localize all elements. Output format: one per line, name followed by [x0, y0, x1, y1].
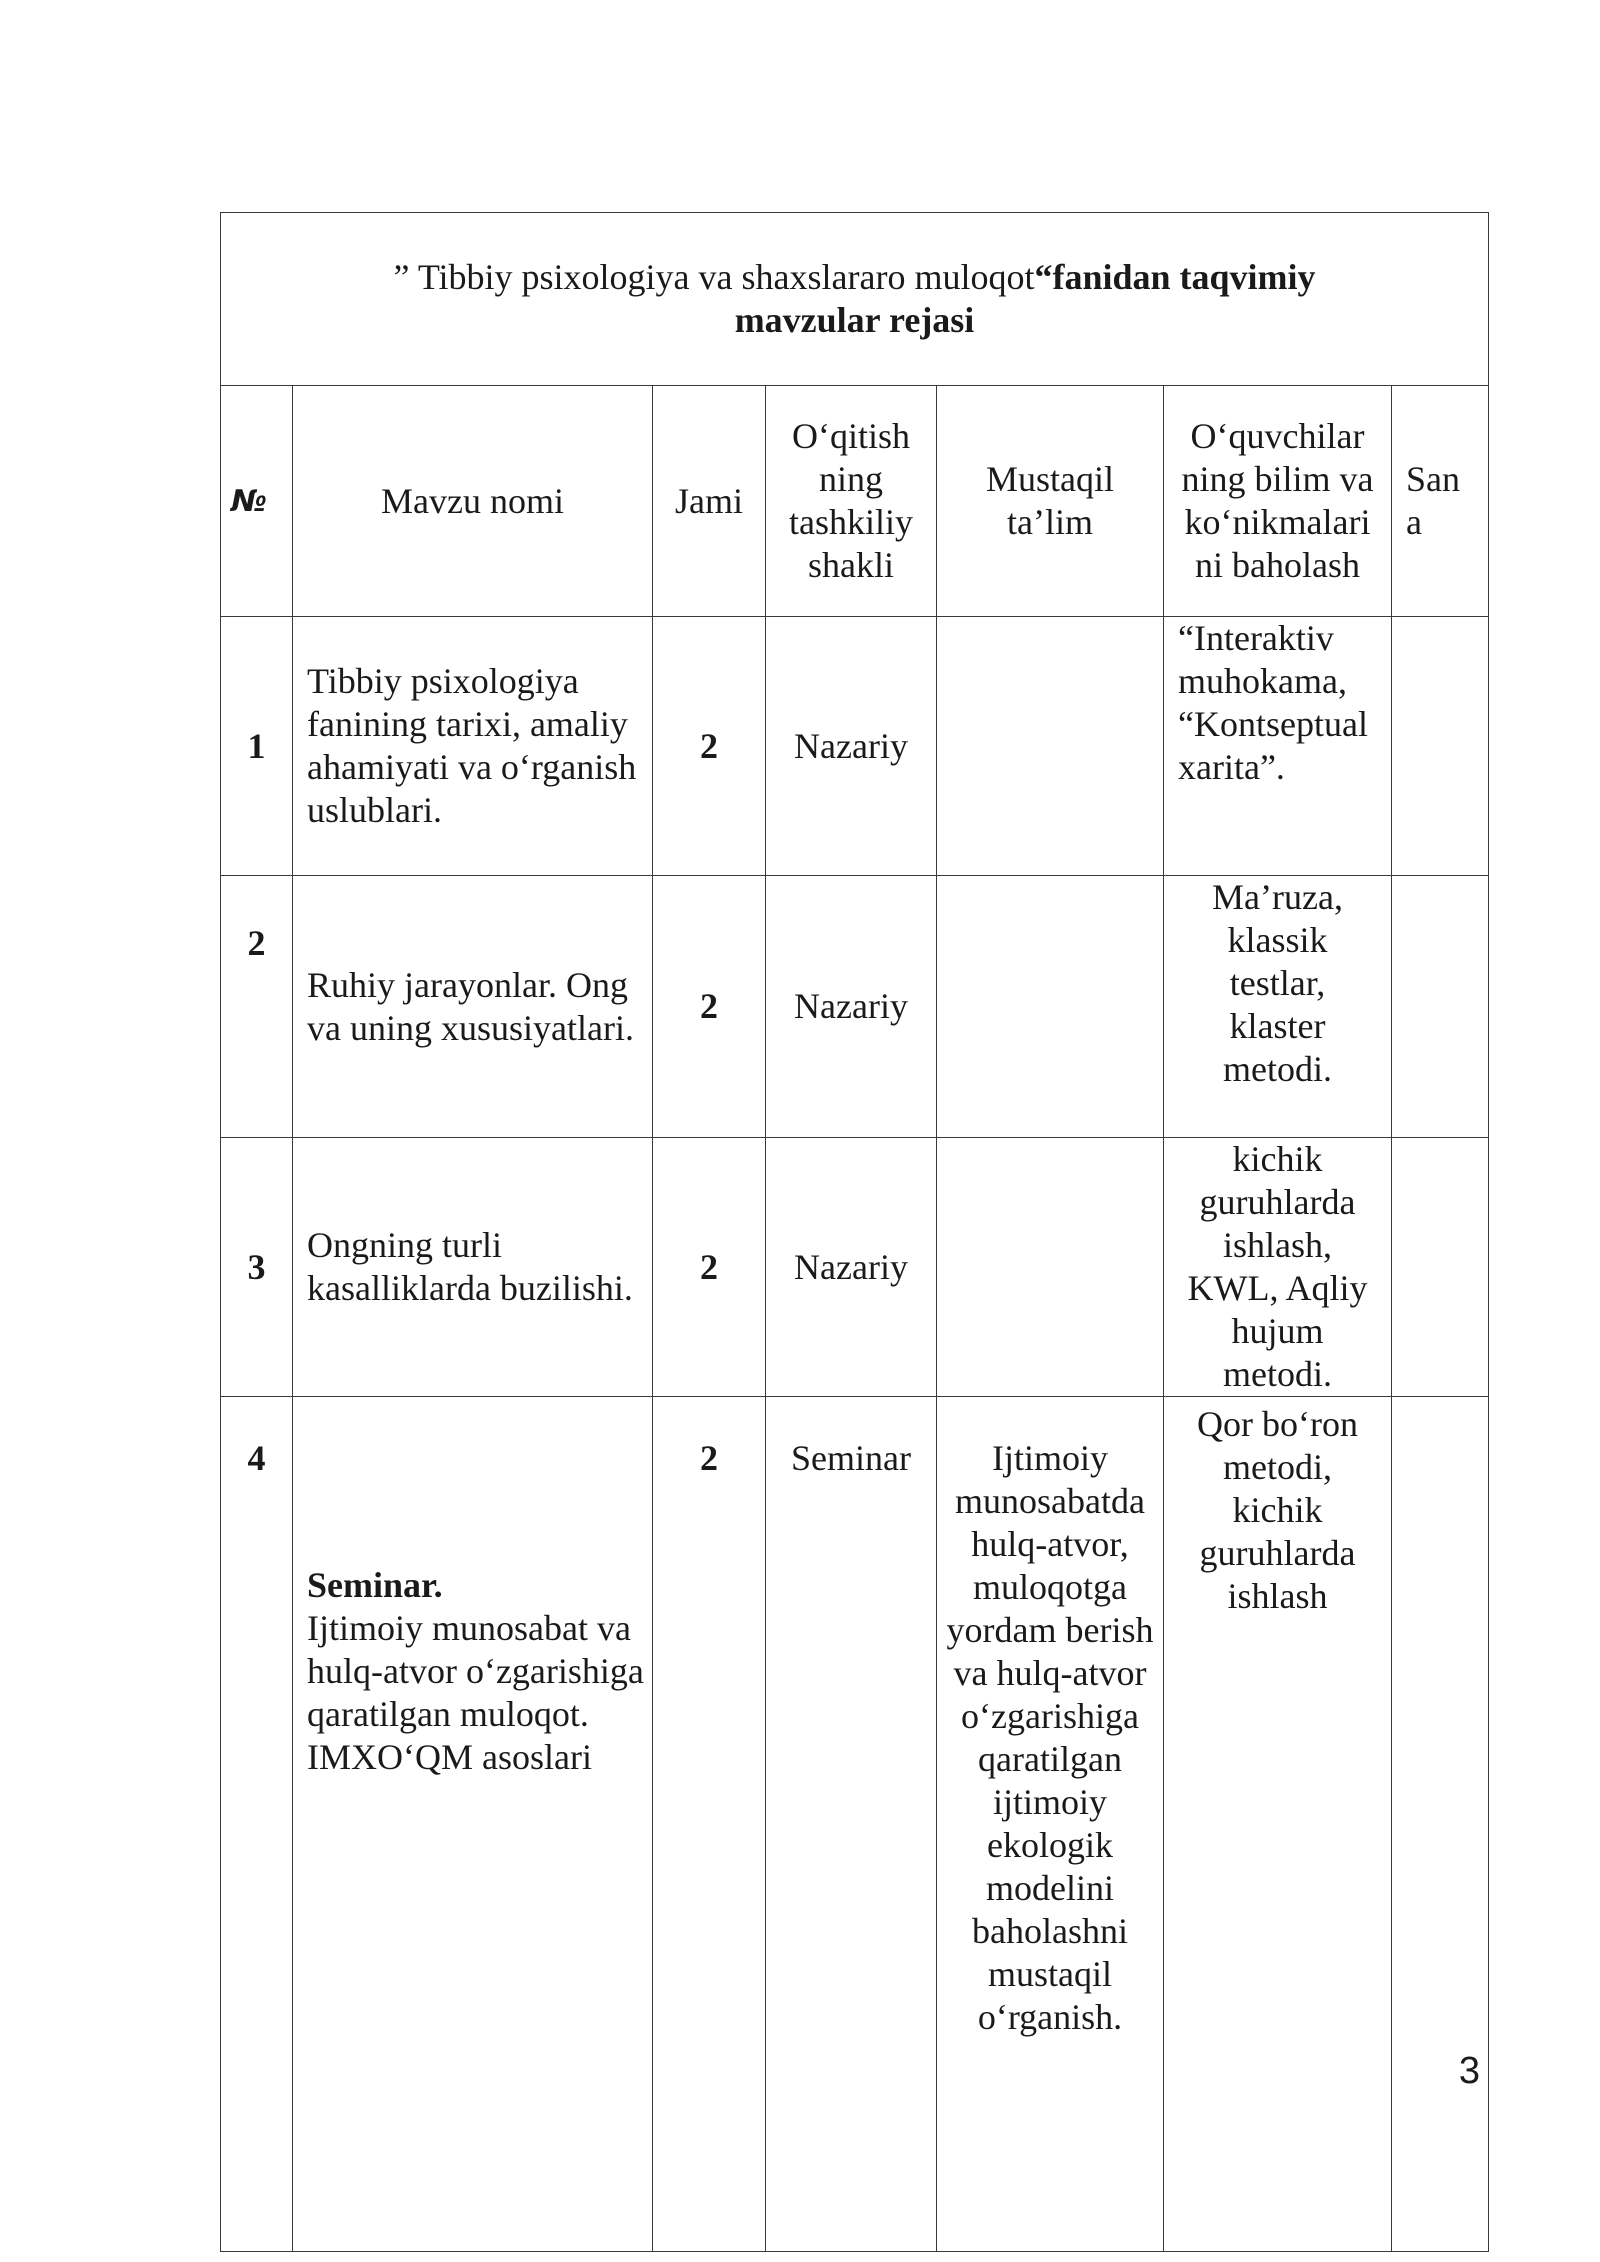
- row-date: [1392, 1138, 1489, 1397]
- row-assessment: “Interaktiv muhokama, “Kontseptual xarita”.: [1164, 617, 1392, 876]
- row-date: [1392, 617, 1489, 876]
- title-line2: mavzular rejasi: [734, 300, 975, 340]
- row-total: 2: [653, 1138, 766, 1397]
- header-form: O‘qitish ning tashkiliy shakli: [766, 386, 937, 617]
- header-topic: Mavzu nomi: [293, 386, 653, 617]
- row-topic-text: Ijtimoiy munosabat va hulq-atvor o‘zgarishiga qaratilgan muloqot. IMXO‘QM asoslari: [307, 1608, 644, 1777]
- row-number: 2: [221, 876, 293, 1138]
- row-form: Nazariy: [766, 876, 937, 1138]
- row-topic: Tibbiy psixologiya fanining tarixi, amaliy ahamiyati va o‘rganish uslublari.: [293, 617, 653, 876]
- row-independent: [937, 876, 1164, 1138]
- row-topic-bold: Seminar.: [307, 1565, 443, 1605]
- row-date: [1392, 1397, 1489, 2252]
- row-form: Seminar: [766, 1397, 937, 2252]
- calendar-plan-table: [220, 212, 1489, 2252]
- row-independent: [937, 1138, 1164, 1397]
- table-title: [221, 256, 1488, 342]
- title-part2: “fanidan taqvimiy: [1034, 257, 1316, 297]
- table-row: [221, 1138, 1489, 1397]
- row-date: [1392, 876, 1489, 1138]
- row-independent: Ijtimoiy munosabatda hulq-atvor, muloqotga yordam berish va hulq-atvor o‘zgarishiga qaratilgan ijtimoiy ekologik modelini baholashni mustaqil o‘rganish.: [937, 1397, 1164, 2252]
- header-total: Jami: [653, 386, 766, 617]
- title-row: [221, 213, 1489, 386]
- row-form: Nazariy: [766, 1138, 937, 1397]
- row-assessment: kichik guruhlarda ishlash, KWL, Aqliy hujum metodi.: [1164, 1138, 1392, 1397]
- row-topic: Ongning turli kasalliklarda buzilishi.: [293, 1138, 653, 1397]
- row-number: 4: [221, 1397, 293, 2252]
- table-row: [221, 1397, 1489, 2252]
- header-independent: Mustaqil ta’lim: [937, 386, 1164, 617]
- row-assessment: Ma’ruza, klassik testlar, klaster metodi.: [1164, 876, 1392, 1138]
- header-number: №: [221, 386, 293, 617]
- table-row: [221, 617, 1489, 876]
- row-number: 1: [221, 617, 293, 876]
- row-assessment: Qor bo‘ron metodi, kichik guruhlarda ishlash: [1164, 1397, 1392, 2252]
- header-assessment: O‘quvchilar ning bilim va ko‘nikmalari ni baholash: [1164, 386, 1392, 617]
- header-row: [221, 386, 1489, 617]
- table-row: [221, 876, 1489, 1138]
- row-total: 2: [653, 876, 766, 1138]
- row-independent: [937, 617, 1164, 876]
- page-number: 3: [1458, 2050, 1480, 2092]
- row-topic: Ruhiy jarayonlar. Ong va uning xususiyatlari.: [293, 876, 653, 1138]
- row-total: 2: [653, 617, 766, 876]
- row-number: 3: [221, 1138, 293, 1397]
- row-topic: [293, 1397, 653, 2252]
- table-title-cell: [221, 213, 1489, 386]
- row-total: 2: [653, 1397, 766, 2252]
- header-date: San a: [1392, 386, 1489, 617]
- row-form: Nazariy: [766, 617, 937, 876]
- title-part1: ” Tibbiy psixologiya va shaxslararo muloqot: [393, 257, 1035, 297]
